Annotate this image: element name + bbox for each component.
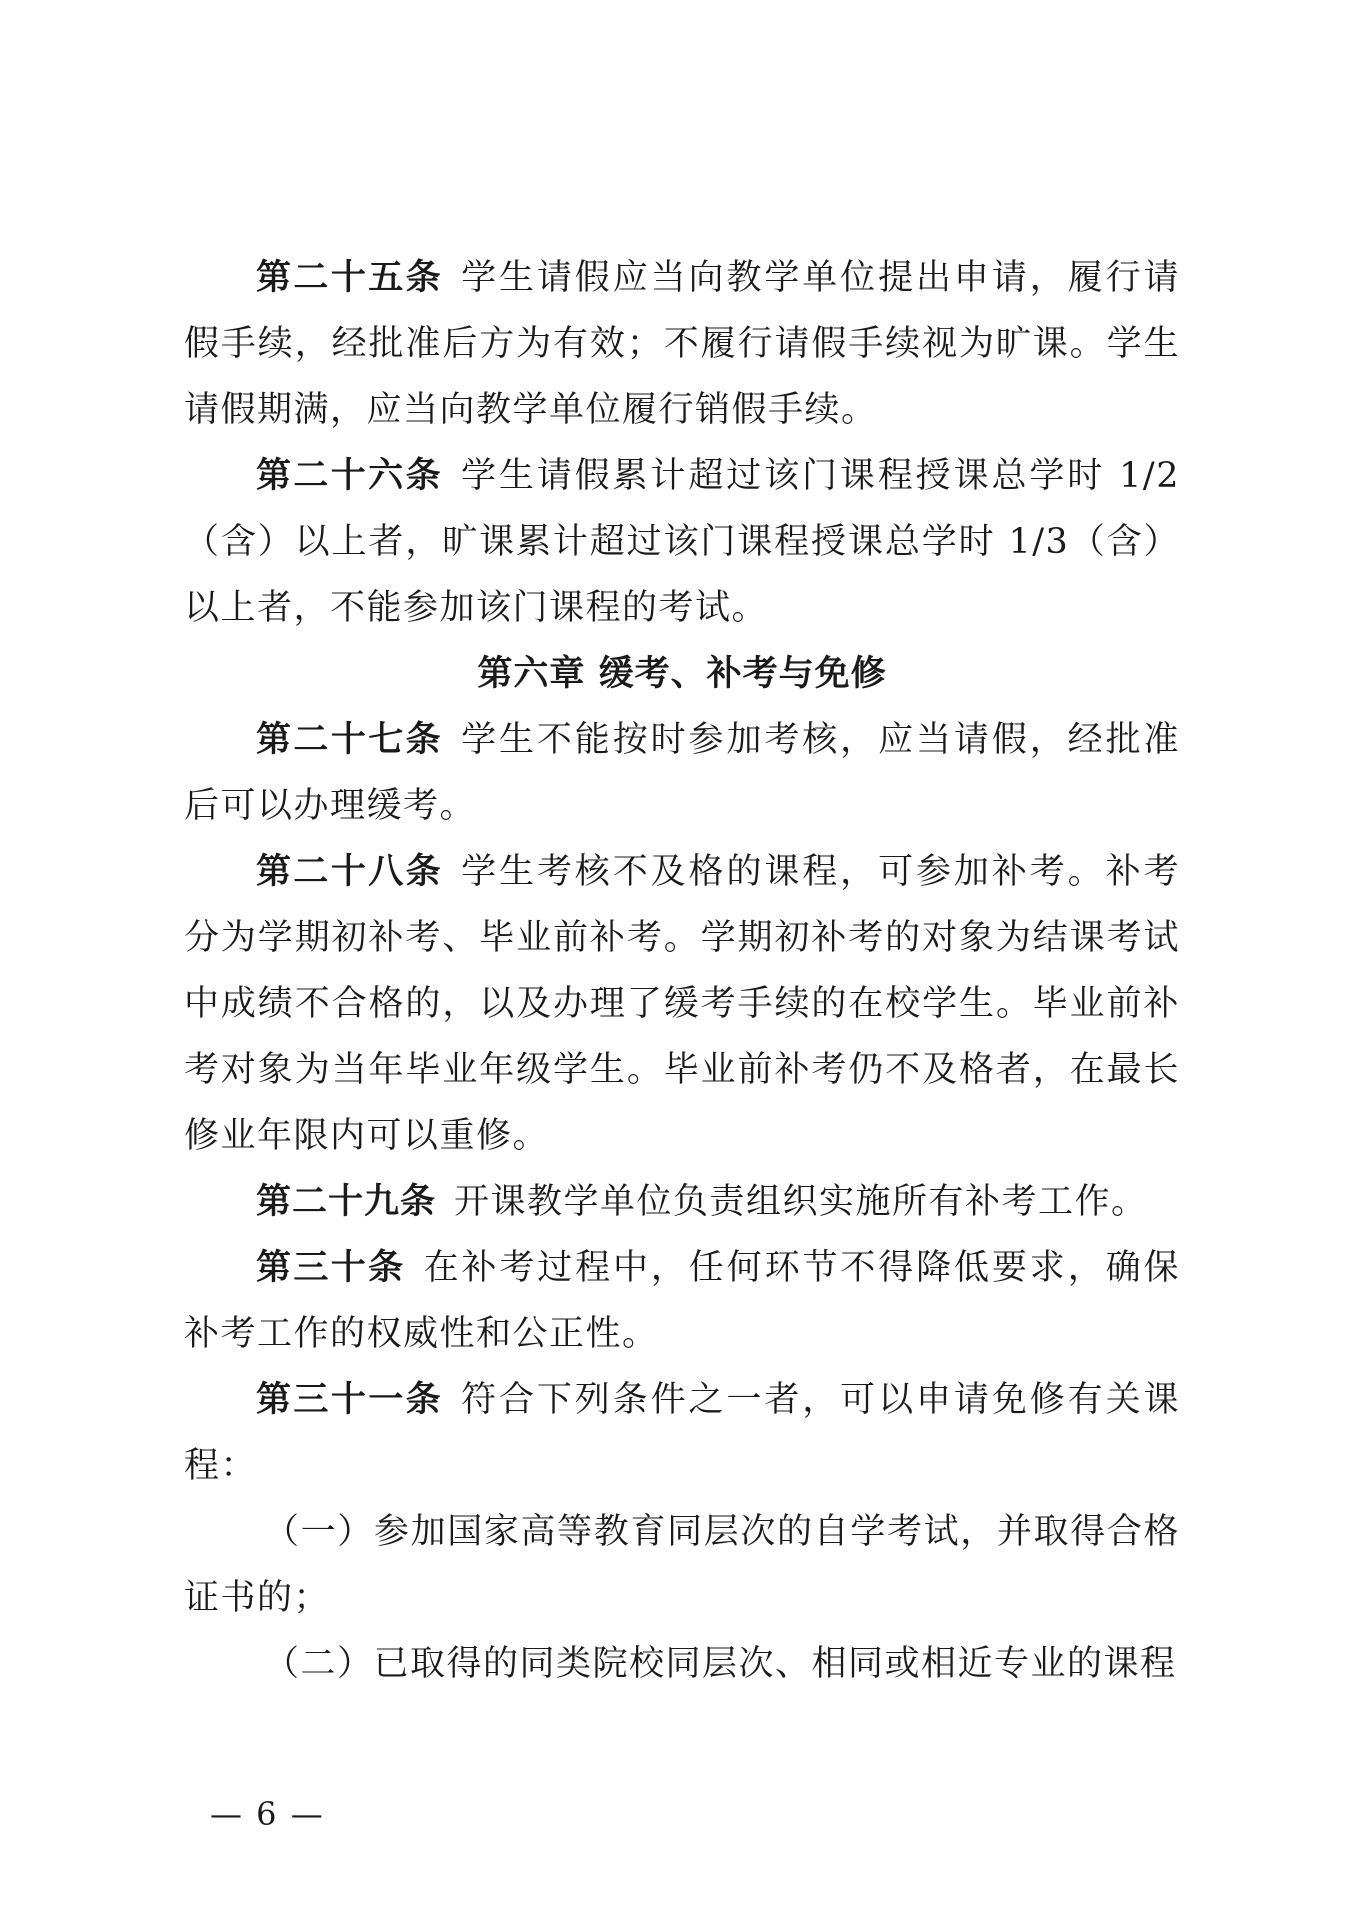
- article-text: 符合下列条件之一者，可以申请免修有关课程：: [184, 1380, 1180, 1486]
- article-text: 学生考核不及格的课程，可参加补考。补考分为学期初补考、毕业前补考。学期初补考的对象为结课考试中成绩不合格的，以及办理了缓考手续的在校学生。毕业前补考对象为当年毕业年级学生。毕业前补考仍不及格者，在最长修业年限内可以重修。: [184, 852, 1180, 1156]
- article-label: 第三十条: [256, 1248, 406, 1288]
- article-29: [184, 1169, 1180, 1235]
- article-31: [184, 1367, 1180, 1499]
- article-27: [184, 707, 1180, 839]
- article-label: 第二十六条: [256, 456, 443, 496]
- list-item-1: （一）参加国家高等教育同层次的自学考试，并取得合格证书的；: [184, 1512, 1180, 1618]
- article-label: 第二十五条: [256, 258, 444, 298]
- article-25: [184, 245, 1180, 443]
- article-text: 学生请假累计超过该门课程授课总学时 1/2（含）以上者，旷课累计超过该门课程授课总学时 1/3（含）以上者，不能参加该门课程的考试。: [184, 456, 1180, 628]
- article-28: [184, 839, 1180, 1169]
- article-label: 第三十一条: [256, 1380, 444, 1420]
- chapter-heading: 第六章 缓考、补考与免修: [477, 654, 887, 694]
- article-text: 学生请假应当向教学单位提出申请，履行请假手续，经批准后方为有效；不履行请假手续视为旷课。学生请假期满，应当向教学单位履行销假手续。: [184, 258, 1180, 430]
- article-label: 第二十八条: [256, 852, 444, 892]
- article-text: 开课教学单位负责组织实施所有补考工作。: [454, 1182, 1148, 1222]
- article-30: [184, 1235, 1180, 1367]
- article-label: 第二十九条: [256, 1182, 437, 1222]
- page-number: — 6 —: [210, 1795, 325, 1833]
- article-text: 在补考过程中，任何环节不得降低要求，确保补考工作的权威性和公正性。: [184, 1248, 1180, 1354]
- document-body: [184, 245, 1180, 1697]
- article-text: 学生不能按时参加考核，应当请假，经批准后可以办理缓考。: [184, 720, 1180, 826]
- list-item-2: （二）已取得的同类院校同层次、相同或相近专业的课程: [264, 1644, 1177, 1684]
- article-label: 第二十七条: [256, 720, 444, 760]
- article-26: [184, 443, 1180, 641]
